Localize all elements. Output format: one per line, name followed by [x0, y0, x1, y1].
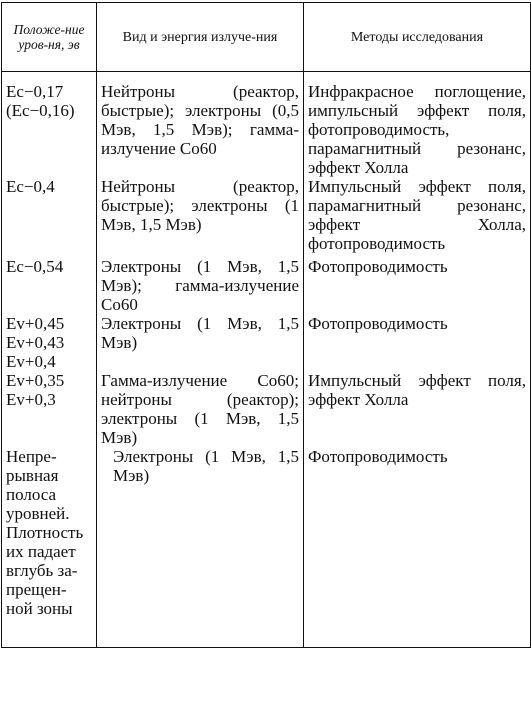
level-value: Непре-: [6, 447, 57, 466]
level-cell: [2, 72, 97, 178]
radiation-cell: Электроны (1 Мэв, 1,5 Мэв): [97, 314, 304, 371]
level-value: Плотность: [6, 523, 84, 542]
level-cell: [2, 371, 97, 447]
methods-cell: Инфракрасное поглощение, импульсный эффект поля, фотопроводимость, парамагнитный резонанс, эффект Холла: [304, 72, 531, 178]
radiation-cell: Электроны (1 Мэв, 1,5 Мэв); гамма-излучение Co60: [97, 257, 304, 314]
radiation-cell: Гамма-излучение Co60; нейтроны (реактор); электроны (1 Мэв, 1,5 Мэв): [97, 371, 304, 447]
table-row: [2, 72, 531, 178]
level-cell: [2, 314, 97, 371]
level-value: Ec−0,54: [6, 257, 64, 276]
level-value: уровней.: [6, 504, 70, 523]
methods-cell: Фотопроводимость: [304, 314, 531, 371]
level-value: рывная: [6, 466, 59, 485]
methods-cell: Фотопроводимость: [304, 447, 531, 648]
table-header: [2, 3, 531, 72]
level-value: вглубь за-: [6, 561, 78, 580]
level-cell: [2, 257, 97, 314]
radiation-defect-levels-table: [1, 2, 531, 648]
table-row: [2, 257, 531, 314]
table-row: [2, 371, 531, 447]
level-value: (Ec−0,16): [6, 101, 75, 120]
level-value: полоса: [6, 485, 57, 504]
level-value: их падает: [6, 542, 76, 561]
table-row: [2, 314, 531, 371]
level-value: Ev+0,4: [6, 352, 56, 371]
level-value: Ev+0,3: [6, 390, 56, 409]
methods-cell: Фотопроводимость: [304, 257, 531, 314]
level-value: ной зоны: [6, 599, 73, 618]
radiation-cell: Электроны (1 Мэв, 1,5 Мэв): [97, 447, 304, 648]
level-value: Ec−0,17: [6, 82, 64, 101]
radiation-cell: Нейтроны (реактор, быстрые); электроны (1 Мэв, 1,5 Мэв): [97, 177, 304, 257]
level-value: прещен-: [6, 580, 67, 599]
header-level-position: Положе-ние уров-ня, эв: [2, 3, 97, 72]
header-row: [2, 3, 531, 72]
level-cell: [2, 177, 97, 257]
methods-cell: Импульсный эффект поля, парамагнитный резонанс, эффект Холла, фотопроводимость: [304, 177, 531, 257]
radiation-cell: Нейтроны (реактор, быстрые); электроны (0,5 Мэв, 1,5 Мэв); гамма-излучение Co60: [97, 72, 304, 178]
table-body: [2, 72, 531, 648]
header-radiation-type: Вид и энергия излуче-ния: [97, 3, 304, 72]
level-value: Ec−0,4: [6, 177, 55, 196]
table-row: [2, 177, 531, 257]
level-value: Ev+0,45: [6, 314, 65, 333]
methods-cell: Импульсный эффект поля, эффект Холла: [304, 371, 531, 447]
level-value: Ev+0,35: [6, 371, 65, 390]
table-row: [2, 447, 531, 648]
level-cell: [2, 447, 97, 648]
level-value: Ev+0,43: [6, 333, 65, 352]
header-research-methods: Методы исследования: [304, 3, 531, 72]
